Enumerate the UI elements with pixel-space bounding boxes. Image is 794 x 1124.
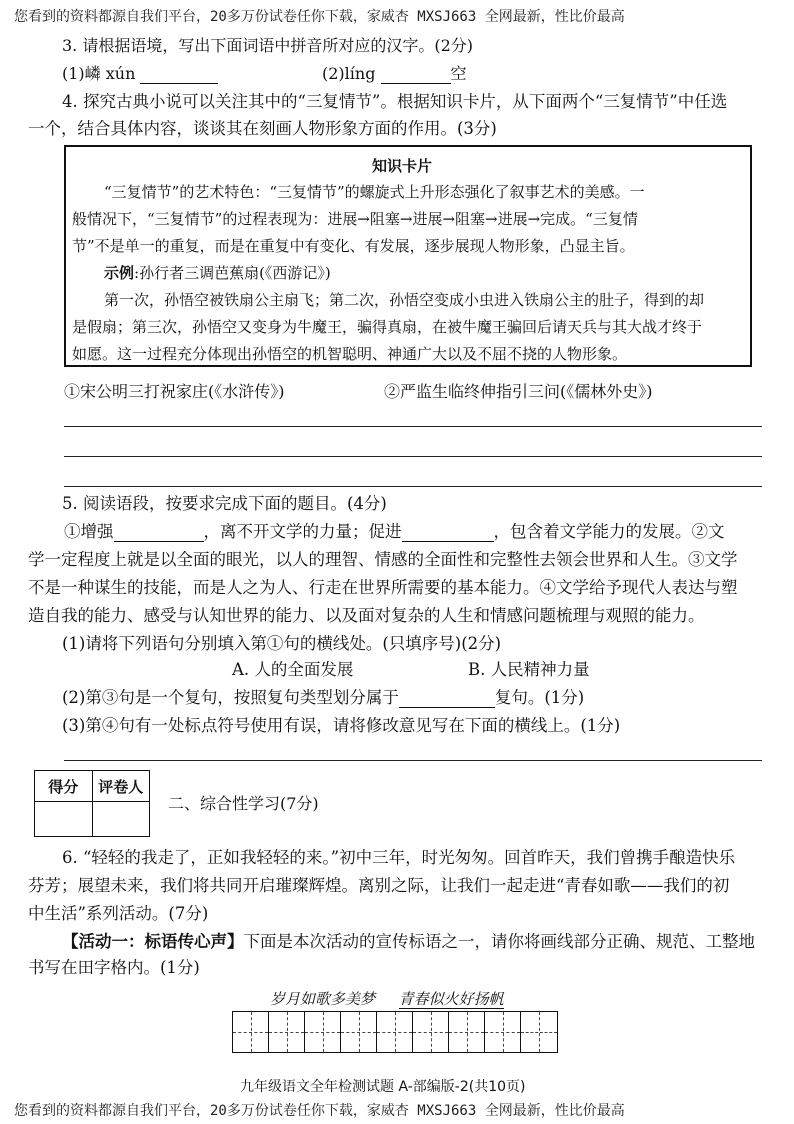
grid-cell[interactable] <box>413 1012 449 1052</box>
grader-header: 评卷人 <box>92 771 150 802</box>
q5-stem: 5. 阅读语段，按要求完成下面的题目。(4分) <box>62 494 387 513</box>
grid-cell[interactable] <box>341 1012 377 1052</box>
grid-cell[interactable] <box>269 1012 305 1052</box>
card-line3: 节”不是单一的重复，而是在重复中有变化、有发展，逐步展现人物形象，凸显主旨。 <box>72 237 635 255</box>
score-table <box>34 770 150 837</box>
card-line6: 是假扇；第三次，孙悟空又变身为牛魔王，骗得真扇，在被牛魔王骗回后请天兵与其大战才终于 <box>72 318 703 336</box>
q3-item2-blank[interactable] <box>381 66 451 84</box>
slogan-part1: 岁月如歌多美梦 <box>270 990 376 1008</box>
q6-activity-line2: 书写在田字格内。(1分) <box>28 958 200 977</box>
q5-p1c: ，包含着文学能力的发展。②文 <box>493 522 725 541</box>
answer-line-2[interactable] <box>64 456 762 457</box>
q5-blank-2[interactable] <box>402 524 494 542</box>
q5-option-b: B. 人民精神力量 <box>468 660 590 679</box>
tianzige-grid <box>232 1011 558 1053</box>
grid-cell[interactable] <box>521 1012 557 1052</box>
grader-cell[interactable] <box>92 802 150 837</box>
q5-p1a: ①增强 <box>64 522 114 541</box>
activity-label: 【活动一：标语传心声】 <box>62 932 244 951</box>
q6-activity <box>62 932 755 952</box>
q3-item2 <box>322 64 467 84</box>
q5-sub2 <box>62 688 584 708</box>
q3-item2-label: (2)líng <box>322 64 376 83</box>
q3-item2-suffix: 空 <box>450 64 467 83</box>
q5-option-a: A. 人的全面发展 <box>232 660 354 679</box>
card-line1: “三复情节”的艺术特色：“三复情节”的螺旋式上升形态强化了叙事艺术的美感。一 <box>104 183 645 201</box>
q3-item1 <box>62 64 218 84</box>
score-header: 得分 <box>35 771 93 802</box>
q5-blank-1[interactable] <box>114 524 204 542</box>
card-example <box>104 263 331 283</box>
knowledge-card <box>64 145 752 367</box>
q5-sub1: (1)请将下列语句分别填入第①句的横线处。(只填序号)(2分) <box>62 634 502 653</box>
q5-p1b: ，离不开文学的力量；促进 <box>203 522 402 541</box>
q4-option2: ②严监生临终伸指引三问(《儒林外史》) <box>384 382 653 401</box>
q5-p4: 造自我的能力、感受与认知世界的能力、以及面对复杂的人生和情感问题梳理与观照的能力。 <box>28 606 705 625</box>
score-cell[interactable] <box>35 802 93 837</box>
grid-cell[interactable] <box>233 1012 269 1052</box>
q5-p2: 学一定程度上就是以全面的眼光，以人的理智、情感的全面性和完整性去领会世界和人生。③文学 <box>28 550 738 569</box>
q5-sub2b: 复句。(1分) <box>494 688 585 707</box>
activity-text: 下面是本次活动的宣传标语之一，请你将画线部分正确、规范、工整地 <box>243 932 755 951</box>
grid-cell[interactable] <box>449 1012 485 1052</box>
q5-sub3: (3)第④句有一处标点符号使用有误，请将修改意见写在下面的横线上。(1分) <box>62 716 621 735</box>
q5-p3: 不是一种谋生的技能，而是人之为人、行走在世界所需要的基本能力。④文学给予现代人表达与塑 <box>28 578 738 597</box>
q3-item1-label: (1)嶙 xún <box>62 64 136 83</box>
page-footer: 九年级语文全年检测试题 A-部编版-2(共10页) <box>240 1079 526 1095</box>
q5-p1 <box>64 522 725 542</box>
grid-cell[interactable] <box>377 1012 413 1052</box>
q5-sub2a: (2)第③句是一个复句，按照复句类型划分属于 <box>62 688 399 707</box>
section-2-title: 二、综合性学习(7分) <box>168 794 319 813</box>
slogan <box>270 988 504 1009</box>
bottom-banner: 您看到的资料都源自我们平台，20多万份试卷任你下载，家威杏 MXSJ663 全网最新，性比价最高 <box>14 1103 625 1119</box>
top-banner: 您看到的资料都源自我们平台，20多万份试卷任你下载，家威杏 MXSJ663 全网最新，性比价最高 <box>14 9 625 25</box>
q6-line3: 中生活”系列活动。(7分) <box>28 904 209 923</box>
card-line5: 第一次，孙悟空被铁扇公主扇飞；第二次，孙悟空变成小虫进入铁扇公主的肚子，得到的却 <box>104 291 705 309</box>
card-title: 知识卡片 <box>372 157 433 175</box>
grid-cell[interactable] <box>485 1012 521 1052</box>
q4-stem-line1: 4. 探究古典小说可以关注其中的“三复情节”。根据知识卡片，从下面两个“三复情节”中任选 <box>62 92 728 111</box>
slogan-part2: 青春似火好扬帆 <box>398 990 504 1008</box>
q5-blank-3[interactable] <box>399 690 495 708</box>
card-line2: 般情况下，“三复情节”的过程表现为：进展→阻塞→进展→阻塞→进展→完成。“三复情 <box>72 210 638 228</box>
example-label: 示例 <box>104 264 135 282</box>
q6-line1: 6. “轻轻的我走了，正如我轻轻的来。”初中三年，时光匆匆。回首昨天，我们曾携手酿造快乐 <box>62 848 736 867</box>
q3-item1-blank[interactable] <box>140 66 218 84</box>
answer-line-4[interactable] <box>64 760 762 761</box>
card-line7: 如愿。这一过程充分体现出孙悟空的机智聪明、神通广大以及不屈不挠的人物形象。 <box>72 345 628 363</box>
q3-stem: 3. 请根据语境，写出下面词语中拼音所对应的汉字。(2分) <box>62 36 474 55</box>
answer-line-1[interactable] <box>64 426 762 427</box>
q4-stem-line2: 一个，结合具体内容，谈谈其在刻画人物形象方面的作用。(3分) <box>28 119 497 138</box>
example-text: :孙行者三调芭蕉扇(《西游记》) <box>134 264 331 282</box>
q6-line2: 芬芳；展望未来，我们将共同开启璀璨辉煌。离别之际，让我们一起走进“青春如歌——我们的初 <box>28 876 730 895</box>
grid-cell[interactable] <box>305 1012 341 1052</box>
answer-line-3[interactable] <box>64 486 762 487</box>
q4-option1: ①宋公明三打祝家庄(《水浒传》) <box>64 382 285 401</box>
